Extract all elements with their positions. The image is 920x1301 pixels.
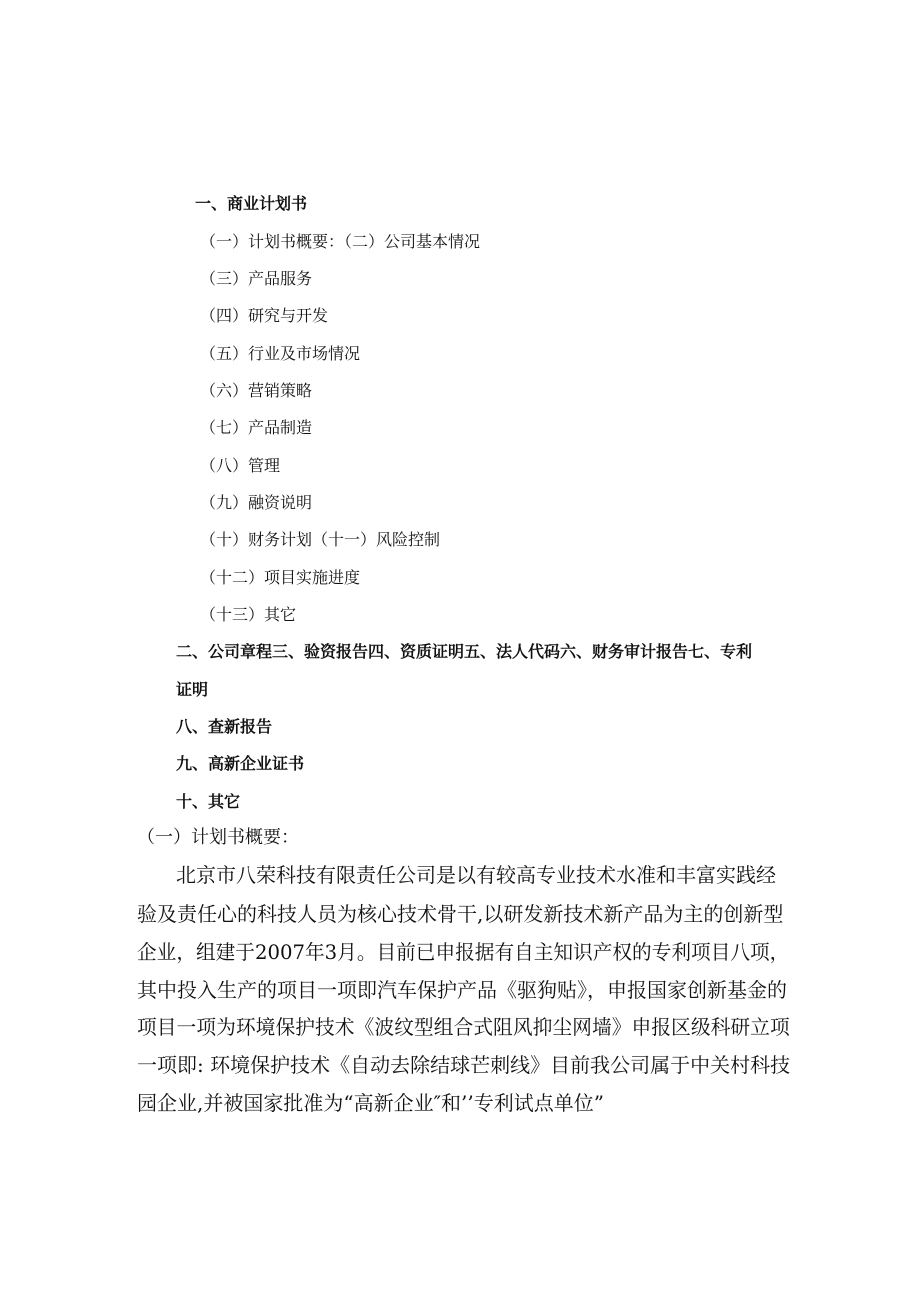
section-heading-business-plan: 一、商业计划书 [195, 194, 308, 213]
section-heading-hightech-cert: 九、高新企业证书 [176, 754, 305, 773]
toc-item: （五）行业及市场情况 [200, 344, 361, 363]
toc-item: （四）研究与开发 [200, 306, 329, 325]
toc-item: （一）计划书概要：（二）公司基本情况 [200, 232, 481, 251]
toc-item: （三）产品服务 [200, 269, 313, 288]
section-heading-documents-cont: 证明 [176, 680, 209, 699]
toc-item: （九）融资说明 [200, 493, 313, 512]
toc-item: （十三）其它 [200, 605, 297, 624]
body-paragraph-line: 验及责任心的科技人员为核心技术骨干,以研发新技术新产品为主的创新型 [137, 902, 784, 926]
section-heading-novelty-report: 八、查新报告 [176, 717, 273, 736]
body-paragraph-line: 北京市八荣科技有限责任公司是以有较高专业技术水准和丰富实践经 [176, 863, 776, 887]
toc-item: （八）管理 [200, 456, 281, 475]
toc-item: （十二）项目实施进度 [200, 568, 361, 587]
subsection-heading-summary: （一）计划书概要： [137, 827, 299, 848]
body-paragraph-line: 项目一项为环境保护技术《波纹型组合式阻风抑尘网墙》申报区级科研立项 [137, 1015, 790, 1039]
body-paragraph-line: 其中投入生产的项目一项即汽车保护产品《驱狗贴》，申报国家创新基金的 [137, 978, 787, 1002]
toc-item: （六）营销策略 [200, 381, 313, 400]
body-paragraph-line: 一项即: 环境保护技术《自动去除结球芒刺线》目前我公司属于中关村科技 [137, 1053, 791, 1077]
toc-item: （十）财务计划（十一）风险控制 [200, 530, 441, 549]
section-heading-other: 十、其它 [176, 792, 241, 811]
section-heading-documents: 二、公司章程三、验资报告四、资质证明五、法人代码六、财务审计报告七、专利 [176, 642, 753, 661]
body-paragraph-line: 园企业,并被国家批准为“高新企业″和’’专利试点单位” [137, 1091, 604, 1115]
body-paragraph-line: 企业，组建于2007年3月。目前已申报据有自主知识产权的专利项目八项， [137, 940, 790, 964]
toc-item: （七）产品制造 [200, 418, 313, 437]
